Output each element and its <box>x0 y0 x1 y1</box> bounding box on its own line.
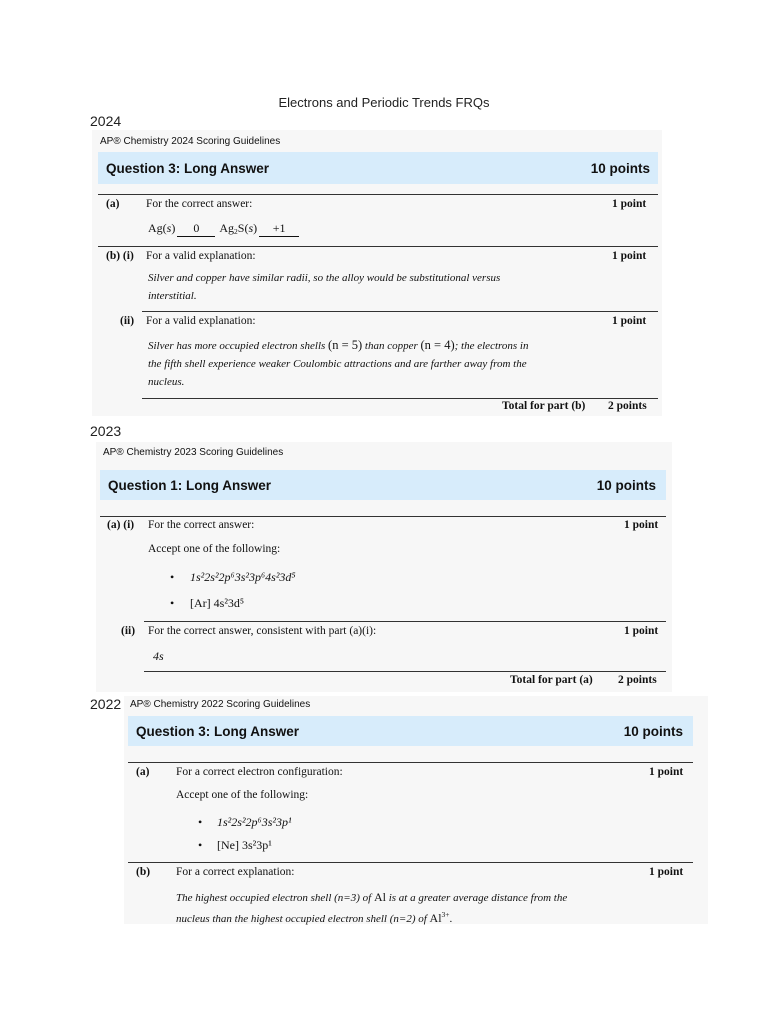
criterion-points: 1 point <box>624 625 659 637</box>
explanation-line: nucleus than the highest occupied electron shell (n=2) of $Al^{3+}$. <box>176 910 453 925</box>
criterion-text: For the correct answer: <box>146 198 253 210</box>
accept-text: Accept one of the following: <box>176 789 309 801</box>
explanation-line: The highest occupied electron shell (n=3) of Al is at a greater average distance from the <box>176 890 568 904</box>
explanation-line: interstitial. <box>148 290 197 302</box>
part-label: (ii) <box>120 315 135 327</box>
part-label: (a) (i) <box>107 519 135 531</box>
explanation-line: nucleus. <box>148 376 185 388</box>
divider <box>144 621 666 622</box>
year-2023-label: 2023 <box>90 423 122 439</box>
divider <box>128 862 693 863</box>
explanation-line: Silver has more occupied electron shells (n = 5) than copper (n = 4); the electrons in <box>148 338 529 352</box>
criterion-text: For a valid explanation: <box>146 250 256 262</box>
question-title: Question 1: Long Answer <box>108 477 272 493</box>
guideline-header-2023: AP® Chemistry 2023 Scoring Guidelines <box>103 447 284 458</box>
total-label: Total for part (b) <box>502 400 586 412</box>
electron-configuration: 1s²2s²2p⁶3s²3p¹ <box>217 815 292 829</box>
question-bar-2022 <box>128 716 693 746</box>
answer-blank: 0 <box>177 221 215 237</box>
total-points: 2 points <box>608 400 647 412</box>
guideline-header-2024: AP® Chemistry 2024 Scoring Guidelines <box>100 136 281 147</box>
accept-text: Accept one of the following: <box>148 543 281 555</box>
criterion-points: 1 point <box>624 519 659 531</box>
criterion-points: 1 point <box>649 866 684 878</box>
answer-blank: +1 <box>259 221 299 237</box>
electron-configuration: [Ar] 4s²3d⁵ <box>190 596 245 610</box>
bullet-dot: • <box>170 596 175 610</box>
criterion-points: 1 point <box>612 315 647 327</box>
divider <box>142 398 658 399</box>
bullet-dot: • <box>198 815 203 829</box>
part-label: (a) <box>106 198 120 210</box>
question-title: Question 3: Long Answer <box>106 160 270 176</box>
question-points: 10 points <box>596 477 656 493</box>
total-label: Total for part (a) <box>510 674 593 686</box>
electron-configuration: [Ne] 3s²3p¹ <box>217 838 272 852</box>
part-label: (ii) <box>121 625 136 637</box>
divider <box>98 246 658 247</box>
electron-configuration: 1s²2s²2p⁶3s²3p⁶4s²3d⁵ <box>190 570 296 584</box>
total-points: 2 points <box>618 674 657 686</box>
question-points: 10 points <box>590 160 650 176</box>
guideline-header-2022: AP® Chemistry 2022 Scoring Guidelines <box>130 699 311 710</box>
question-title: Question 3: Long Answer <box>136 723 300 739</box>
divider <box>142 311 658 312</box>
criterion-text: For the correct answer: <box>148 519 255 531</box>
criterion-points: 1 point <box>649 766 684 778</box>
question-bar-2024 <box>98 152 658 184</box>
bullet-dot: • <box>198 838 203 852</box>
criterion-text: For a correct electron configuration: <box>176 766 343 778</box>
question-bar-2023 <box>100 470 666 500</box>
page-title: Electrons and Periodic Trends FRQs <box>278 95 490 110</box>
oxidation-answer: Ag(s) 0 $Ag_2S(s) +1$ <box>148 221 299 237</box>
part-label: (b) <box>136 866 151 878</box>
explanation-line: the fifth shell experience weaker Coulombic attractions and are farther away from the <box>148 358 527 370</box>
divider <box>144 671 666 672</box>
bullet-dot: • <box>170 570 175 584</box>
criterion-points: 1 point <box>612 198 647 210</box>
part-label: (b) (i) <box>106 250 134 262</box>
year-2024-label: 2024 <box>90 113 122 129</box>
explanation-line: Silver and copper have similar radii, so the alloy would be substitutional versus <box>148 272 501 284</box>
answer-text: 4s <box>153 649 164 663</box>
divider <box>98 194 658 195</box>
year-2022-label: 2022 <box>90 696 122 712</box>
divider <box>128 762 693 763</box>
question-points: 10 points <box>623 723 683 739</box>
divider <box>100 516 666 517</box>
criterion-points: 1 point <box>612 250 647 262</box>
criterion-text: For the correct answer, consistent with part (a)(i): <box>148 625 377 637</box>
part-label: (a) <box>136 766 150 778</box>
criterion-text: For a valid explanation: <box>146 315 256 327</box>
criterion-text: For a correct explanation: <box>176 866 295 878</box>
